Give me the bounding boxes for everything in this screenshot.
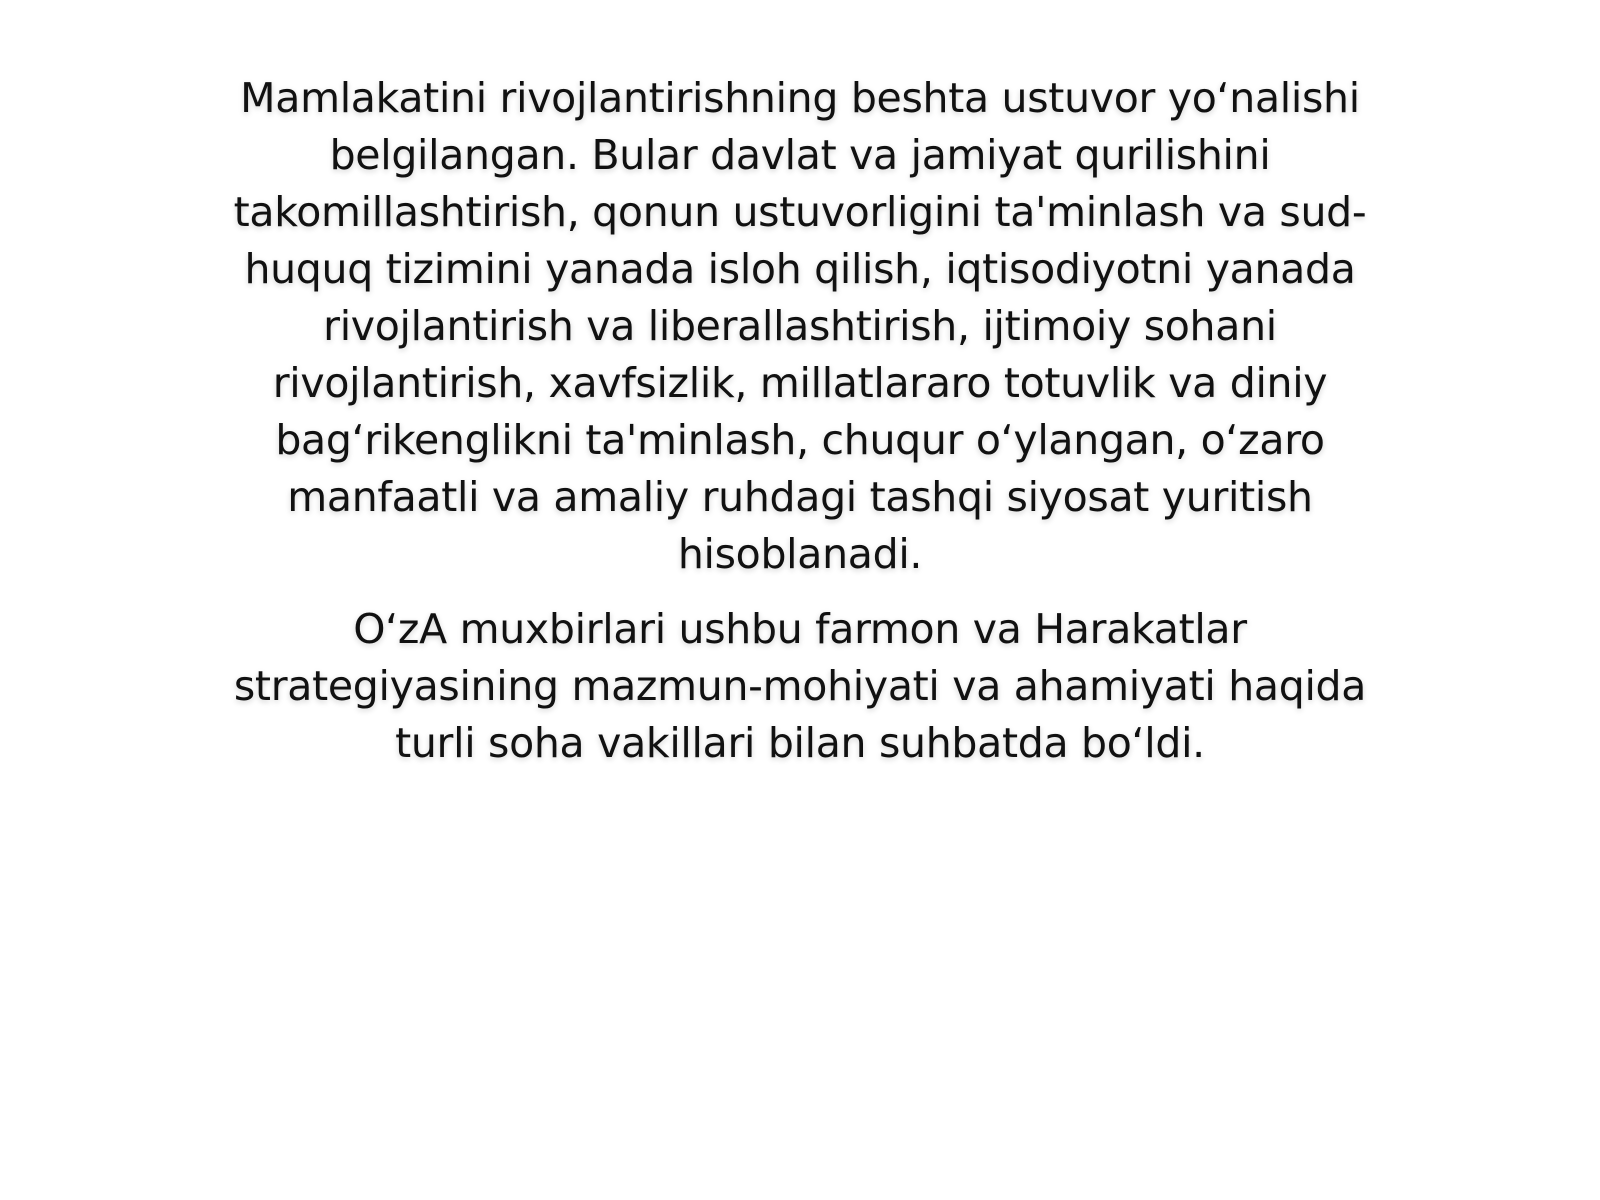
paragraph-priorities: Mamlakatini rivojlantirishning beshta ustuvor yo‘nalishi belgilangan. Bular davlat va jamiyat qurilishini takomillashtirish, qonun ustuvorligini ta'minlash va sud-huquq tizimini yanada isloh qilish, iqtisodiyotni yanada rivojlantirish va liberallashtirish, ijtimoiy sohani rivojlantirish, xavfsizlik, millatlararo totuvlik va diniy bag‘rikenglikni ta'minlash, chuqur o‘ylangan, o‘zaro manfaatli va amaliy ruhdagi tashqi siyosat yuritish hisoblanadi. [233, 74, 1367, 578]
paragraph-correspondents: O‘zA muxbirlari ushbu farmon va Harakatlar strategiyasining mazmun-mohiyati va ahamiyati haqida turli soha vakillari bilan suhbatda bo‘ldi. [233, 605, 1367, 767]
body-text [225, 70, 1375, 790]
